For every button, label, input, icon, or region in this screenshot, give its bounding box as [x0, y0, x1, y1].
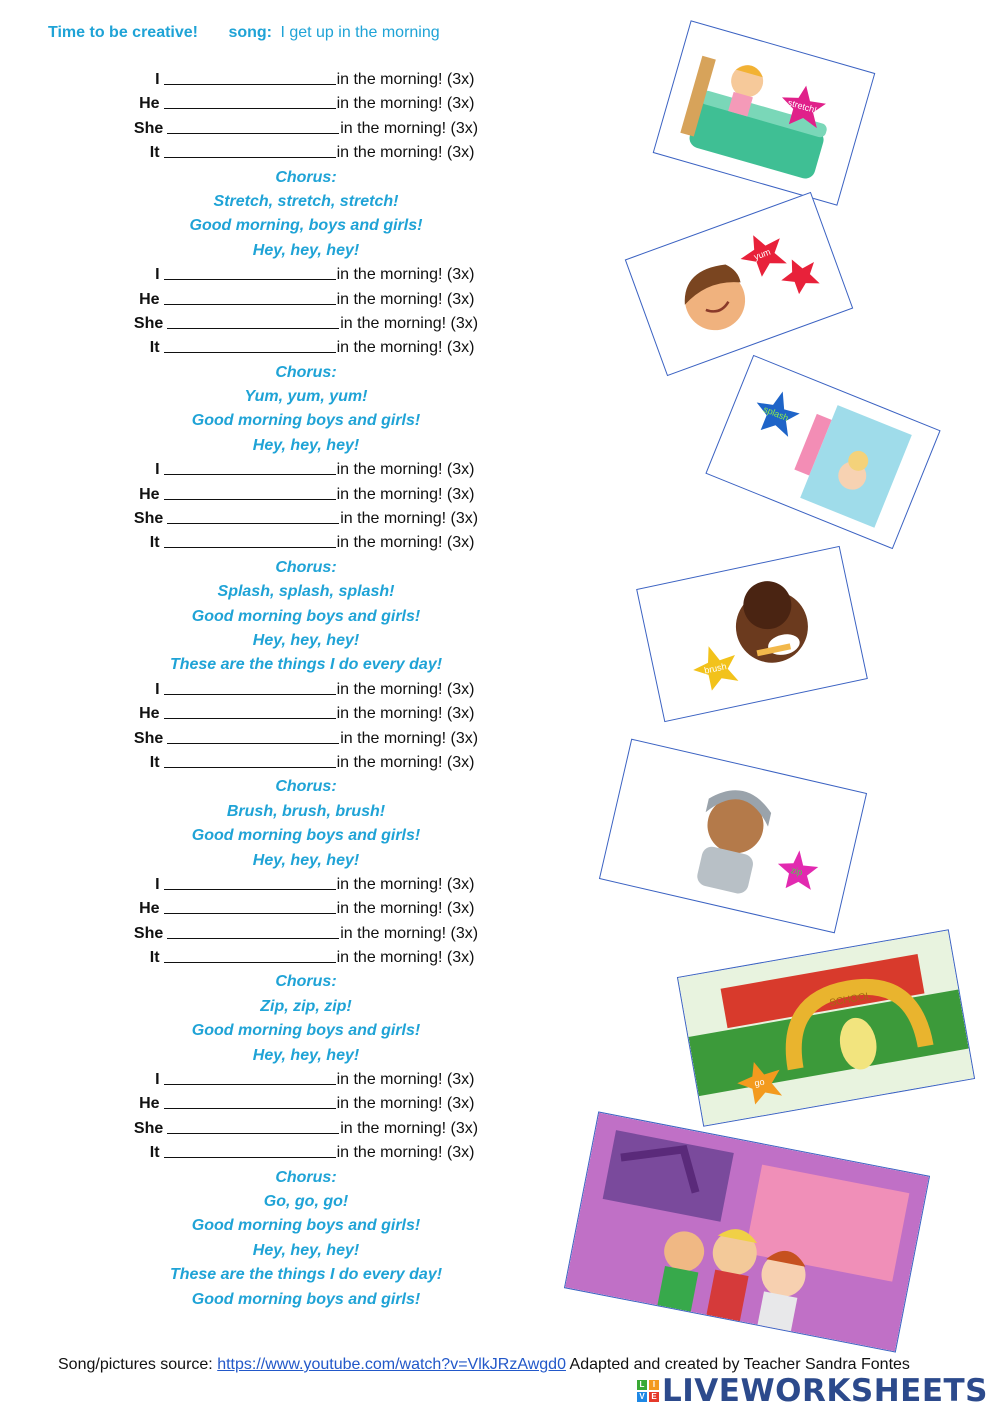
subject-pronoun: He: [139, 485, 160, 503]
verse-text: in the morning! (3x): [340, 1119, 479, 1137]
zip-illustration: [600, 740, 866, 932]
chorus-line: Good morning boys and girls!: [191, 1290, 421, 1308]
verse-line: [0, 117, 612, 141]
verse-text: in the morning! (3x): [336, 900, 475, 918]
brand-grid-square: L: [637, 1380, 647, 1390]
verse-text: in the morning! (3x): [336, 71, 475, 88]
chorus-line: Hey, hey, hey!: [252, 241, 360, 259]
chorus-line: Good morning boys and girls!: [191, 1217, 421, 1235]
chorus-line: Chorus:: [275, 1168, 337, 1186]
school-sign-label: SCHOOL: [828, 990, 873, 1009]
chorus-line: Hey, hey, hey!: [252, 631, 360, 649]
verse-text: in the morning! (3x): [336, 485, 475, 503]
subject-pronoun: He: [139, 900, 160, 918]
chorus-line: Hey, hey, hey!: [252, 1046, 360, 1064]
chorus-line: Stretch, stretch, stretch!: [213, 192, 399, 210]
answer-blank[interactable]: [164, 263, 336, 280]
verse-text: in the morning! (3x): [336, 705, 475, 723]
chorus-line: Hey, hey, hey!: [252, 851, 360, 869]
verse-line: [0, 141, 612, 165]
lyrics-block: [0, 68, 612, 1312]
verse-line: [0, 288, 612, 312]
subject-pronoun: It: [149, 339, 160, 357]
chorus-line: Go, go, go!: [263, 1192, 349, 1210]
verse-line: [0, 263, 612, 287]
yum-picture: [625, 192, 853, 376]
answer-blank[interactable]: [167, 1117, 339, 1134]
brand-grid-square: E: [649, 1392, 659, 1402]
yum-star-icon-2: [776, 253, 823, 299]
verse-line: [0, 531, 612, 555]
subject-pronoun: It: [149, 753, 160, 771]
verse-text: in the morning! (3x): [336, 534, 475, 552]
verse-text: in the morning! (3x): [336, 290, 475, 308]
verse-line: [0, 946, 612, 970]
brush-illustration: [637, 547, 866, 721]
verse-text: in the morning! (3x): [340, 510, 479, 528]
subject-pronoun: I: [155, 680, 160, 698]
answer-blank[interactable]: [164, 678, 336, 695]
chorus-line: These are the things I do every day!: [169, 656, 443, 674]
verse-line: [0, 922, 612, 946]
subject-pronoun: He: [139, 290, 160, 308]
source-prefix: Song/pictures source:: [58, 1356, 218, 1373]
verse-line: [0, 1092, 612, 1116]
verse-line: [0, 1117, 612, 1141]
verse-text: in the morning! (3x): [340, 314, 479, 332]
song-name: I get up in the morning: [280, 24, 440, 41]
subject-pronoun: It: [149, 534, 160, 552]
chorus-line: Chorus:: [275, 973, 337, 991]
chorus-line: Hey, hey, hey!: [252, 1241, 360, 1259]
verse-text: in the morning! (3x): [336, 461, 475, 479]
go-illustration: [678, 930, 974, 1125]
verse-text: in the morning! (3x): [336, 95, 475, 113]
verse-line: [0, 702, 612, 726]
brand-grid-square: V: [637, 1392, 647, 1402]
answer-blank[interactable]: [164, 458, 336, 475]
chorus-line: Zip, zip, zip!: [260, 997, 352, 1015]
answer-blank[interactable]: [164, 483, 336, 500]
verse-line: [0, 336, 612, 360]
answer-blank[interactable]: [164, 946, 336, 963]
subject-pronoun: I: [155, 875, 160, 893]
stretch-star-label: stretch!: [786, 97, 818, 116]
verse-text: in the morning! (3x): [340, 119, 479, 137]
chorus-line: Hey, hey, hey!: [252, 436, 360, 454]
answer-blank[interactable]: [167, 507, 339, 524]
chorus-line: Brush, brush, brush!: [226, 802, 386, 820]
splash-star-label: splash: [762, 404, 790, 424]
verse-line: [0, 1141, 612, 1165]
chorus-line: Chorus:: [275, 778, 337, 796]
liveworksheets-logo: [637, 1374, 988, 1408]
brand-grid-square: I: [649, 1380, 659, 1390]
subject-pronoun: It: [149, 144, 160, 162]
subject-pronoun: It: [149, 1144, 160, 1162]
verse-text: in the morning! (3x): [336, 949, 475, 967]
answer-blank[interactable]: [164, 1141, 336, 1158]
answer-blank[interactable]: [164, 1068, 336, 1085]
subject-pronoun: I: [155, 71, 160, 88]
friends-illustration: [565, 1113, 929, 1352]
answer-blank[interactable]: [164, 531, 336, 548]
yum-star-label: yum: [752, 246, 772, 262]
chorus-line: Chorus:: [275, 363, 337, 381]
chorus-line: Splash, splash, splash!: [217, 583, 395, 601]
verse-line: [0, 1068, 612, 1092]
splash-illustration: [707, 356, 940, 548]
verse-line: [0, 873, 612, 897]
stretch-illustration: [654, 21, 874, 204]
verse-line: [0, 751, 612, 775]
page-header: [48, 24, 440, 42]
answer-blank[interactable]: [167, 727, 339, 744]
answer-blank[interactable]: [164, 141, 336, 158]
answer-blank[interactable]: [167, 312, 339, 329]
brush-picture: [636, 546, 868, 722]
chorus-line: Good morning boys and girls!: [191, 607, 421, 625]
song-label: song:: [228, 24, 272, 41]
worksheet-title: Time to be creative!: [48, 24, 198, 41]
verse-text: in the morning! (3x): [340, 924, 479, 942]
brush-star-label: brush: [703, 661, 728, 676]
chorus-line: Chorus:: [275, 558, 337, 576]
verse-line: [0, 897, 612, 921]
verse-text: in the morning! (3x): [336, 1071, 475, 1089]
stretch-picture: [653, 20, 876, 206]
answer-blank[interactable]: [164, 92, 336, 109]
go-star-label: go: [753, 1076, 766, 1089]
chorus-line: Good morning boys and girls!: [191, 1022, 421, 1040]
chorus-line: Yum, yum, yum!: [244, 388, 368, 406]
chorus-line: These are the things I do every day!: [169, 1266, 443, 1284]
answer-blank[interactable]: [164, 873, 336, 890]
chorus-line: Good morning boys and girls!: [191, 827, 421, 845]
subject-pronoun: She: [133, 924, 164, 942]
answer-blank[interactable]: [164, 1092, 336, 1109]
answer-blank[interactable]: [164, 336, 336, 353]
answer-blank[interactable]: [164, 751, 336, 768]
source-suffix: Adapted and created by Teacher Sandra Fontes: [565, 1356, 910, 1373]
subject-pronoun: I: [155, 266, 160, 284]
subject-pronoun: He: [139, 1095, 160, 1113]
verse-line: [0, 68, 612, 92]
verse-line: [0, 483, 612, 507]
splash-picture: [705, 355, 940, 549]
answer-blank[interactable]: [167, 922, 339, 939]
brand-grid-icon: [637, 1380, 659, 1402]
verse-line: [0, 92, 612, 116]
subject-pronoun: She: [133, 729, 164, 747]
verse-line: [0, 312, 612, 336]
brand-name: LIVEWORKSHEETS: [662, 1373, 988, 1409]
answer-blank[interactable]: [164, 897, 336, 914]
verse-text: in the morning! (3x): [336, 680, 475, 698]
answer-blank[interactable]: [164, 68, 336, 85]
verse-line: [0, 727, 612, 751]
friends-picture: [564, 1111, 930, 1352]
chorus-line: Chorus:: [275, 168, 337, 186]
subject-pronoun: She: [133, 119, 164, 137]
verse-text: in the morning! (3x): [340, 729, 479, 747]
verse-line: [0, 458, 612, 482]
verse-text: in the morning! (3x): [336, 1144, 475, 1162]
verse-text: in the morning! (3x): [336, 753, 475, 771]
verse-line: [0, 678, 612, 702]
yum-illustration: [626, 193, 852, 375]
subject-pronoun: It: [149, 949, 160, 967]
answer-blank[interactable]: [164, 288, 336, 305]
verse-text: in the morning! (3x): [336, 875, 475, 893]
chorus-line: Good morning boys and girls!: [191, 412, 421, 430]
zip-picture: [599, 739, 867, 934]
subject-pronoun: She: [133, 510, 164, 528]
verse-text: in the morning! (3x): [336, 339, 475, 357]
verse-text: in the morning! (3x): [336, 266, 475, 284]
source-credit: [58, 1356, 910, 1374]
subject-pronoun: She: [133, 1119, 164, 1137]
subject-pronoun: She: [133, 314, 164, 332]
chorus-line: Good morning, boys and girls!: [189, 217, 423, 235]
answer-blank[interactable]: [164, 702, 336, 719]
verse-text: in the morning! (3x): [336, 144, 475, 162]
verse-line: [0, 507, 612, 531]
subject-pronoun: He: [139, 705, 160, 723]
subject-pronoun: I: [155, 1071, 160, 1089]
answer-blank[interactable]: [167, 117, 339, 134]
go-picture: [677, 929, 975, 1127]
zip-star-label: zip: [789, 865, 804, 878]
subject-pronoun: I: [155, 461, 160, 479]
source-link[interactable]: https://www.youtube.com/watch?v=VlkJRzAwgd0: [217, 1356, 566, 1373]
verse-text: in the morning! (3x): [336, 1095, 475, 1113]
subject-pronoun: He: [139, 95, 160, 113]
